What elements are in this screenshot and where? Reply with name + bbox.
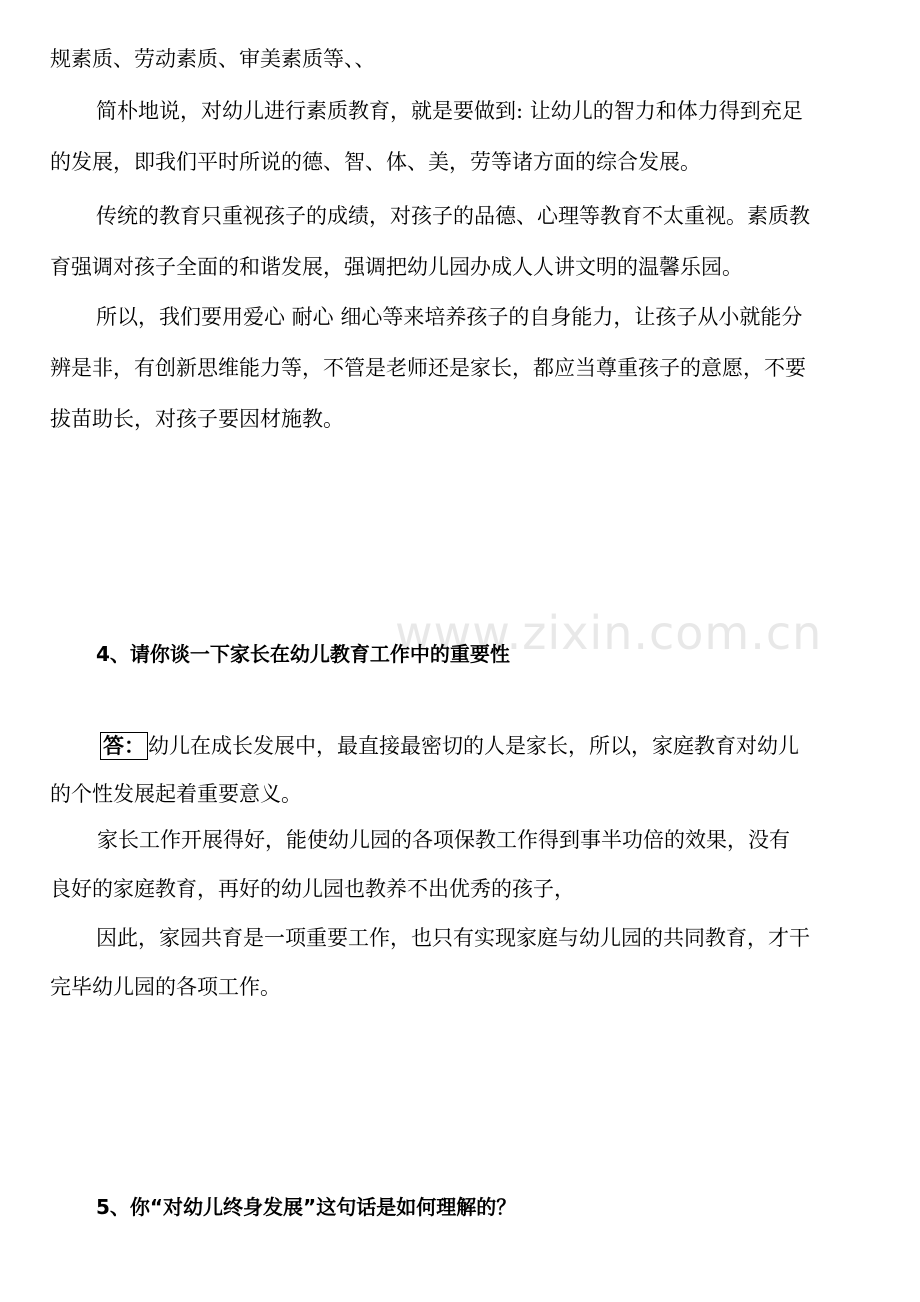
answer-line: 良好的家庭教育，再好的幼儿园也教养不出优秀的孩子， [50,877,575,901]
answer-line: 因此，家园共育是一项重要工作，也只有实现家庭与幼儿园的共同教育，才干 [96,926,810,950]
paragraph-line: 的发展，即我们平时所说的德、智、体、美，劳等诸方面的综合发展。 [50,150,701,174]
paragraph-line: 简朴地说，对幼儿进行素质教育，就是要做到: 让幼儿的智力和体力得到充足 [96,99,803,123]
watermark: www.zixin.com.cn [395,606,823,660]
paragraph-line: 规素质、劳动素质、审美素质等、、 [50,47,376,71]
answer-label: 答： [100,732,148,760]
paragraph-line: 育强调对孩子全面的和谐发展，强调把幼儿园办成人人讲文明的温馨乐园。 [50,255,743,279]
paragraph-line: 拔苗助长，对孩子要因材施教。 [50,407,344,431]
answer-text: 幼儿在成长发展中，最直接最密切的人是家长，所以，家庭教育对幼儿 [148,734,799,758]
paragraph-line: 所以，我们要用爱心 耐心 细心等来培养孩子的自身能力，让孩子从小就能分 [96,305,803,329]
answer-line: 的个性发展起着重要意义。 [50,782,302,806]
paragraph-line: 传统的教育只重视孩子的成绩，对孩子的品德、心理等教育不太重视。素质教 [96,204,810,228]
question-5-title: 5、你“对幼儿终身发展”这句话是如何理解的？ [96,1195,517,1219]
answer-line: 完毕幼儿园的各项工作。 [50,975,281,999]
paragraph-line: 辨是非，有创新思维能力等，不管是老师还是家长，都应当尊重孩子的意愿，不要 [50,356,806,380]
answer-line: 家长工作开展得好，能使幼儿园的各项保教工作得到事半功倍的效果，没有 [97,828,790,852]
question-4-title: 4、请你谈一下家长在幼儿教育工作中的重要性 [96,642,510,666]
answer-line [100,732,799,760]
